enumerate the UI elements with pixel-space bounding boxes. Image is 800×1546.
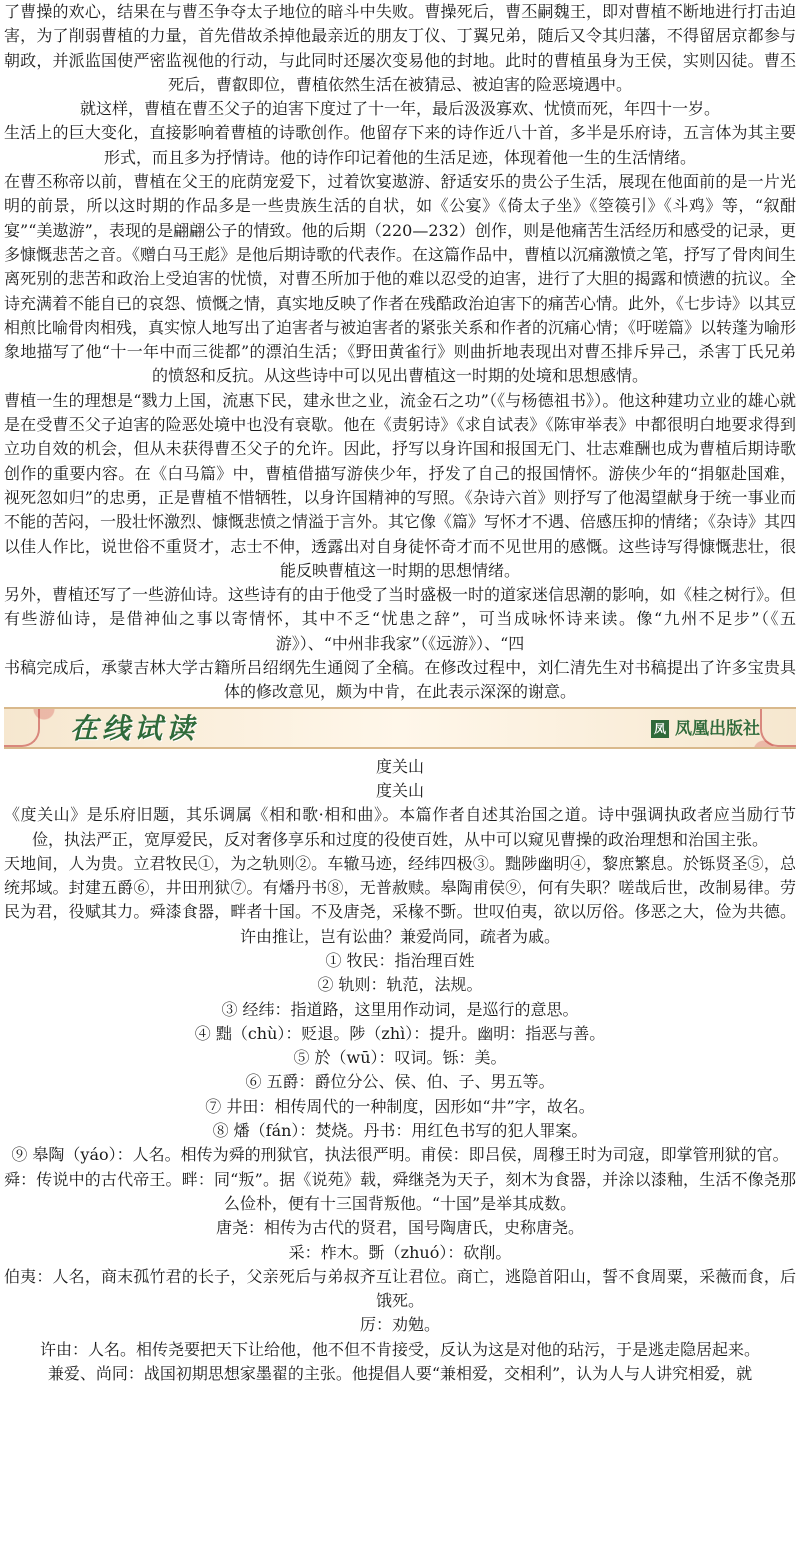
annotation-line: 采：柞木。斲（zhuó）：砍削。 <box>288 1242 512 1262</box>
decorative-cloud-icon <box>4 709 40 747</box>
banner-title: 在线试读 <box>70 711 199 745</box>
annotation-line: ③ 经纬：指道路，这里用作动词，是巡行的意思。 <box>221 999 579 1019</box>
annotation-line: ④ 黜（chù）：贬退。陟（zhì）：提升。幽明：指恶与善。 <box>194 1023 606 1043</box>
annotation-line: 厉：劝勉。 <box>359 1315 440 1335</box>
annotation-line: ⑦ 井田：相传周代的一种制度，因形如“井”字，故名。 <box>205 1096 595 1116</box>
decorative-cloud-icon <box>760 709 796 747</box>
online-reading-banner <box>4 707 796 749</box>
annotation-line: 兼爱、尚同：战国初期思想家墨翟的主张。他提倡人要“兼相爱，交相利”，认为人与人讲究相爱，就 <box>47 1364 753 1384</box>
poem-subtitle: 度关山 <box>375 780 424 800</box>
preface-paragraph: 另外，曹植还写了一些游仙诗。这些诗有的由于他受了当时盛极一时的道家迷信思潮的影响，如《桂之树行》。但有些游仙诗，是借神仙之事以寄情怀，其中不乏“忧患之辞”，可当成咏怀诗来读。像“九州不足步”（《五游》）、“中州非我家”（《远游》）、“四 <box>4 585 797 653</box>
preface-paragraph: 生活上的巨大变化，直接影响着曹植的诗歌创作。他留存下来的诗作近八十首，多半是乐府诗，五言体为其主要形式，而且多为抒情诗。他的诗作印记着他的生活足迹，体现着他一生的生活情绪。 <box>4 123 796 167</box>
annotation-line: ⑧ 燔（fán）：焚烧。丹书：用红色书写的犯人罪案。 <box>212 1121 588 1141</box>
publisher-logo <box>651 717 760 741</box>
reading-section <box>4 755 796 1387</box>
phoenix-logo-icon: 凤 <box>651 720 669 738</box>
annotation-line: ⑥ 五爵：爵位分公、侯、伯、子、男五等。 <box>245 1072 555 1092</box>
annotation-line: ① 牧民：指治理百姓 <box>325 950 475 970</box>
annotation-line: ⑤ 於（wū）：叹词。铄：美。 <box>293 1048 507 1068</box>
acknowledgement-paragraph: 书稿完成后，承蒙吉林大学古籍所吕绍纲先生通阅了全稿。在修改过程中，刘仁清先生对书稿提出了许多宝贵具体的修改意见，颇为中肯，在此表示深深的谢意。 <box>4 658 796 702</box>
annotation-line: 舜：传说中的古代帝王。畔：同“叛”。据《说苑》载，舜继尧为天子，刻木为食器，并涂以漆釉，生活不像尧那么俭朴，便有十三国背叛他。“十国”是举其成数。 <box>4 1169 796 1213</box>
annotation-line: ⑨ 皋陶（yáo）：人名。相传为舜的刑狱官，执法很严明。甫侯：即吕侯，周穆王时为司寇，即掌管刑狱的官。 <box>11 1145 789 1165</box>
poem-introduction: 《度关山》是乐府旧题，其乐调属《相和歌·相和曲》。本篇作者自述其治国之道。诗中强调执政者应当励行节俭，执法严正，宽厚爱民，反对奢侈享乐和过度的役使百姓，从中可以窥见曹操的政治理想和治国主张。 <box>4 805 796 849</box>
poem-title: 度关山 <box>375 756 424 776</box>
annotation-line: 伯夷：人名，商末孤竹君的长子，父亲死后与弟叔齐互让君位。商亡，逃隐首阳山，誓不食周粟，采薇而食，后饿死。 <box>4 1266 796 1311</box>
preface-paragraph: 在曹丕称帝以前，曹植在父王的庇荫宠爱下，过着饮宴遨游、舒适安乐的贵公子生活，展现在他面前的是一片光明的前景，所以这时期的作品多是一些贵族生活的自状，如《公宴》《倚太子坐》《箜篌引》《斗鸡》等，“叙酣宴”“美遨游”，表现的是翩翩公子的情致。他的后期（220—232）创作，则是他痛苦生活经历和感受的记录，更多慷慨悲苦之音。《赠白马王彪》是他后期诗歌的代表作。在这篇作品中，曹植以沉痛激愤之笔，抒写了骨肉间生离死别的悲苦和政治上受迫害的忧愤，对曹丕所加于他的难以忍受的迫害，进行了大胆的揭露和愤懑的抗议。全诗充满着不能自已的哀怨、愤慨之情，真实地反映了作者在残酷政治迫害下的痛苦心情。此外，《七步诗》以其豆相煎比喻骨肉相残，真实惊人地写出了迫害者与被迫害者的紧张关系和作者的沉痛心情；《吁嗟篇》以转蓬为喻形象地描写了他“十一年中而三徙都”的漂泊生活；《野田黄雀行》则曲折地表现出对曹丕排斥异己，杀害丁氏兄弟的愤怒和反抗。从这些诗中可以见出曹植这一时期的处境和思想感情。 <box>4 172 797 386</box>
preface-paragraph: 了曹操的欢心，结果在与曹丕争夺太子地位的暗斗中失败。曹操死后，曹丕嗣魏王，即对曹植不断地进行打击迫害，为了削弱曹植的力量，首先借故杀掉他最亲近的朋友丁仪、丁翼兄弟，随后又令其归藩，不得留居京都参与朝政，并派监国使严密监视他的行动，与此同时还屡次变易他的封地。此时的曹植虽身为王侯，实则囚徒。曹丕死后，曹叡即位，曹植依然生活在被猜忌、被迫害的险恶境遇中。 <box>4 2 796 94</box>
preface-paragraph: 就这样，曹植在曹丕父子的迫害下度过了十一年，最后汲汲寡欢、忧愤而死，年四十一岁。 <box>79 99 720 119</box>
poem-text: 天地间，人为贵。立君牧民①，为之轨则②。车辙马迹，经纬四极③。黜陟幽明④，黎庶繁息。於铄贤圣⑤，总统邦域。封建五爵⑥，井田刑狱⑦。有燔丹书⑧，无普赦赎。皋陶甫侯⑨，何有失职？嗟哉后世，改制易律。劳民为君，役赋其力。舜漆食器，畔者十国。不及唐尧，采椽不斲。世叹伯夷，欲以厉俗。侈恶之大，俭为共德。许由推让，岂有讼曲？兼爱尚同，疏者为戚。 <box>4 853 796 946</box>
preface-text <box>4 0 796 705</box>
preface-paragraph: 曹植一生的理想是“戮力上国，流惠下民，建永世之业，流金石之功”（《与杨德祖书》）。他这种建功立业的雄心就是在受曹丕父子迫害的险恶处境中也没有衰歇。他在《责躬诗》《求自试表》《陈审举表》中都很明白地要求得到立功自效的机会，但从未获得曹丕父子的允许。因此，抒写以身许国和报国无门、壮志难酬也成为曹植后期诗歌创作的重要内容。在《白马篇》中，曹植借描写游侠少年，抒发了自己的报国情怀。游侠少年的“捐躯赴国难，视死忽如归”的忠勇，正是曹植不惜牺牲，以身许国精神的写照。《杂诗六首》则抒写了他渴望献身于统一事业而不能的苦闷，一股壮怀激烈、慷慨悲愤之情溢于言外。其它像《篇》写怀才不遇、倍感压抑的情绪；《杂诗》其四以佳人作比，说世俗不重贤才，志士不伸，透露出对自身徒怀奇才而不见世用的感慨。这些诗写得慷慨悲壮，很能反映曹植这一时期的思想情绪。 <box>4 390 797 580</box>
annotation-line: 许由：人名。相传尧要把天下让给他，他不但不肯接受，反认为这是对他的玷污，于是逃走隐居起来。 <box>39 1339 760 1359</box>
publisher-name: 凤凰出版社 <box>675 718 760 739</box>
annotation-line: 唐尧：相传为古代的贤君，国号陶唐氏，史称唐尧。 <box>215 1218 584 1238</box>
annotation-line: ② 轨则：轨范，法规。 <box>317 975 483 995</box>
